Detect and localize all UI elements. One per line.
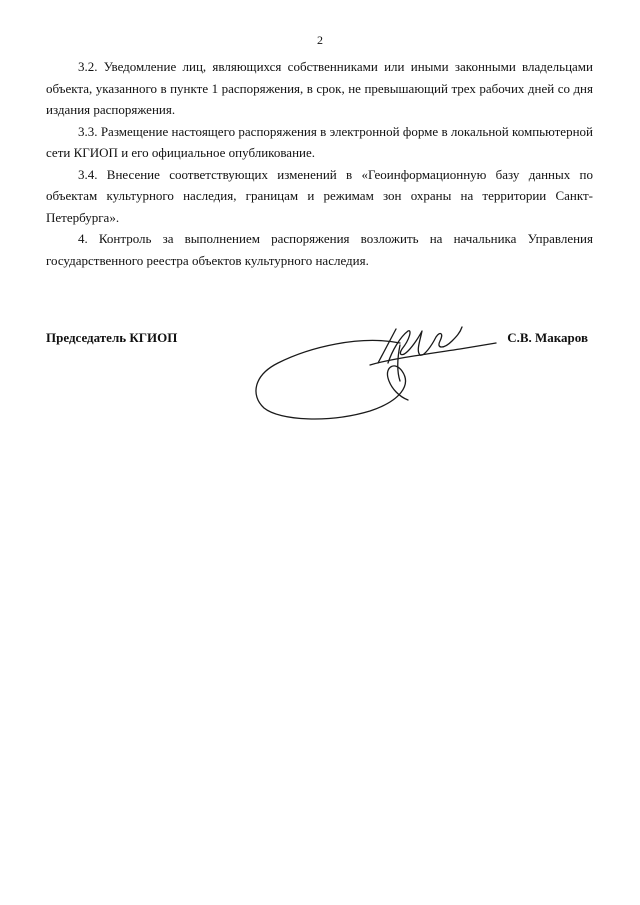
signatory-title: Председатель КГИОП xyxy=(46,330,178,345)
signatory-name: С.В. Макаров xyxy=(507,330,588,345)
document-body xyxy=(46,56,593,271)
paragraph-3-3: 3.3. Размещение настоящего распоряжения в электронной форме в локальной компьютерной сети КГИОП и его официальное опубликование. xyxy=(46,123,593,160)
paragraph-3-4: 3.4. Внесение соответствующих изменений в «Геоинформационную базу данных по объектам культурного наследия, границам и режимам зон охраны на территории Санкт-Петербурга». xyxy=(46,166,593,225)
handwritten-signature xyxy=(250,315,500,430)
paragraph-4: 4. Контроль за выполнением распоряжения возложить на начальника Управления государственного реестра объектов культурного наследия. xyxy=(46,231,593,268)
page-number: 2 xyxy=(317,33,323,47)
paragraph-3-2: 3.2. Уведомление лиц, являющихся собственниками или иными законными владельцами объекта, указанного в пункте 1 распоряжения, в срок, не превышающий трех рабочих дней со дня издания распоряжения. xyxy=(46,59,593,117)
